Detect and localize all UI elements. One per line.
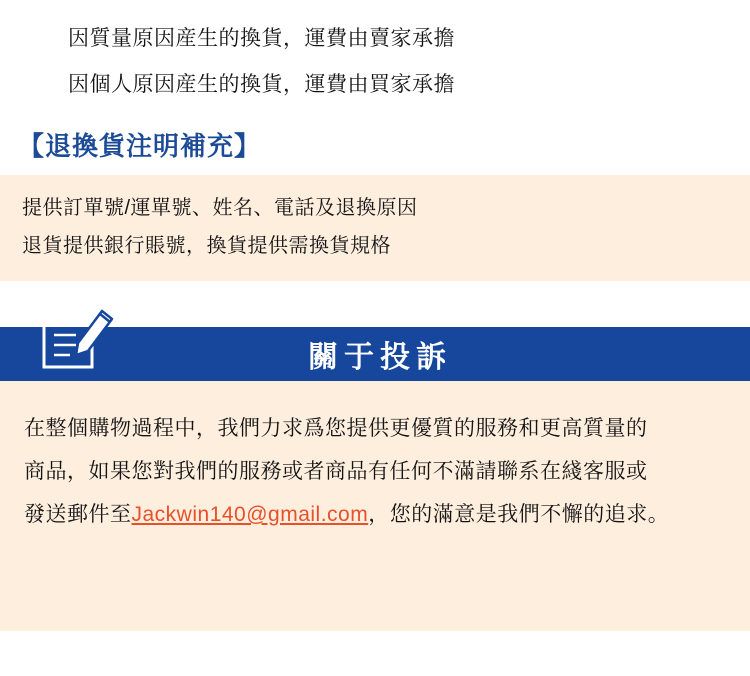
- contact-email-link[interactable]: Jackwin140@gmail.com: [131, 503, 369, 526]
- bottom-spacer: [0, 631, 750, 669]
- return-policy-note-block: [0, 175, 750, 281]
- complaint-contact-line: [24, 493, 726, 536]
- return-policy-line: 提供訂單號/運單號、姓名、電話及退換原因: [22, 197, 418, 219]
- complaint-banner-title: 關于投訴: [308, 341, 452, 374]
- return-policy-line: 退貨提供銀行賬號，換貨提供需換貨規格: [22, 235, 391, 257]
- complaint-body: [0, 381, 750, 631]
- complaint-paragraph-line: 商品，如果您對我們的服務或者商品有任何不滿請聯系在綫客服或: [24, 460, 648, 483]
- pencil-edit-icon: [36, 297, 116, 377]
- contact-prefix: 發送郵件至: [24, 503, 132, 526]
- return-policy-heading: 【退換貨注明補充】: [18, 131, 262, 161]
- top-note-line: 因個人原因産生的換貨，運費由買家承擔: [68, 73, 455, 96]
- complaint-banner: [0, 327, 750, 381]
- complaint-paragraph-line: 在整個購物過程中，我們力求爲您提供更優質的服務和更高質量的: [24, 417, 648, 440]
- top-note-line: 因質量原因産生的換貨，運費由賣家承擔: [68, 27, 455, 50]
- contact-suffix: ，您的滿意是我們不懈的追求。: [368, 503, 670, 526]
- top-notes: [0, 0, 750, 108]
